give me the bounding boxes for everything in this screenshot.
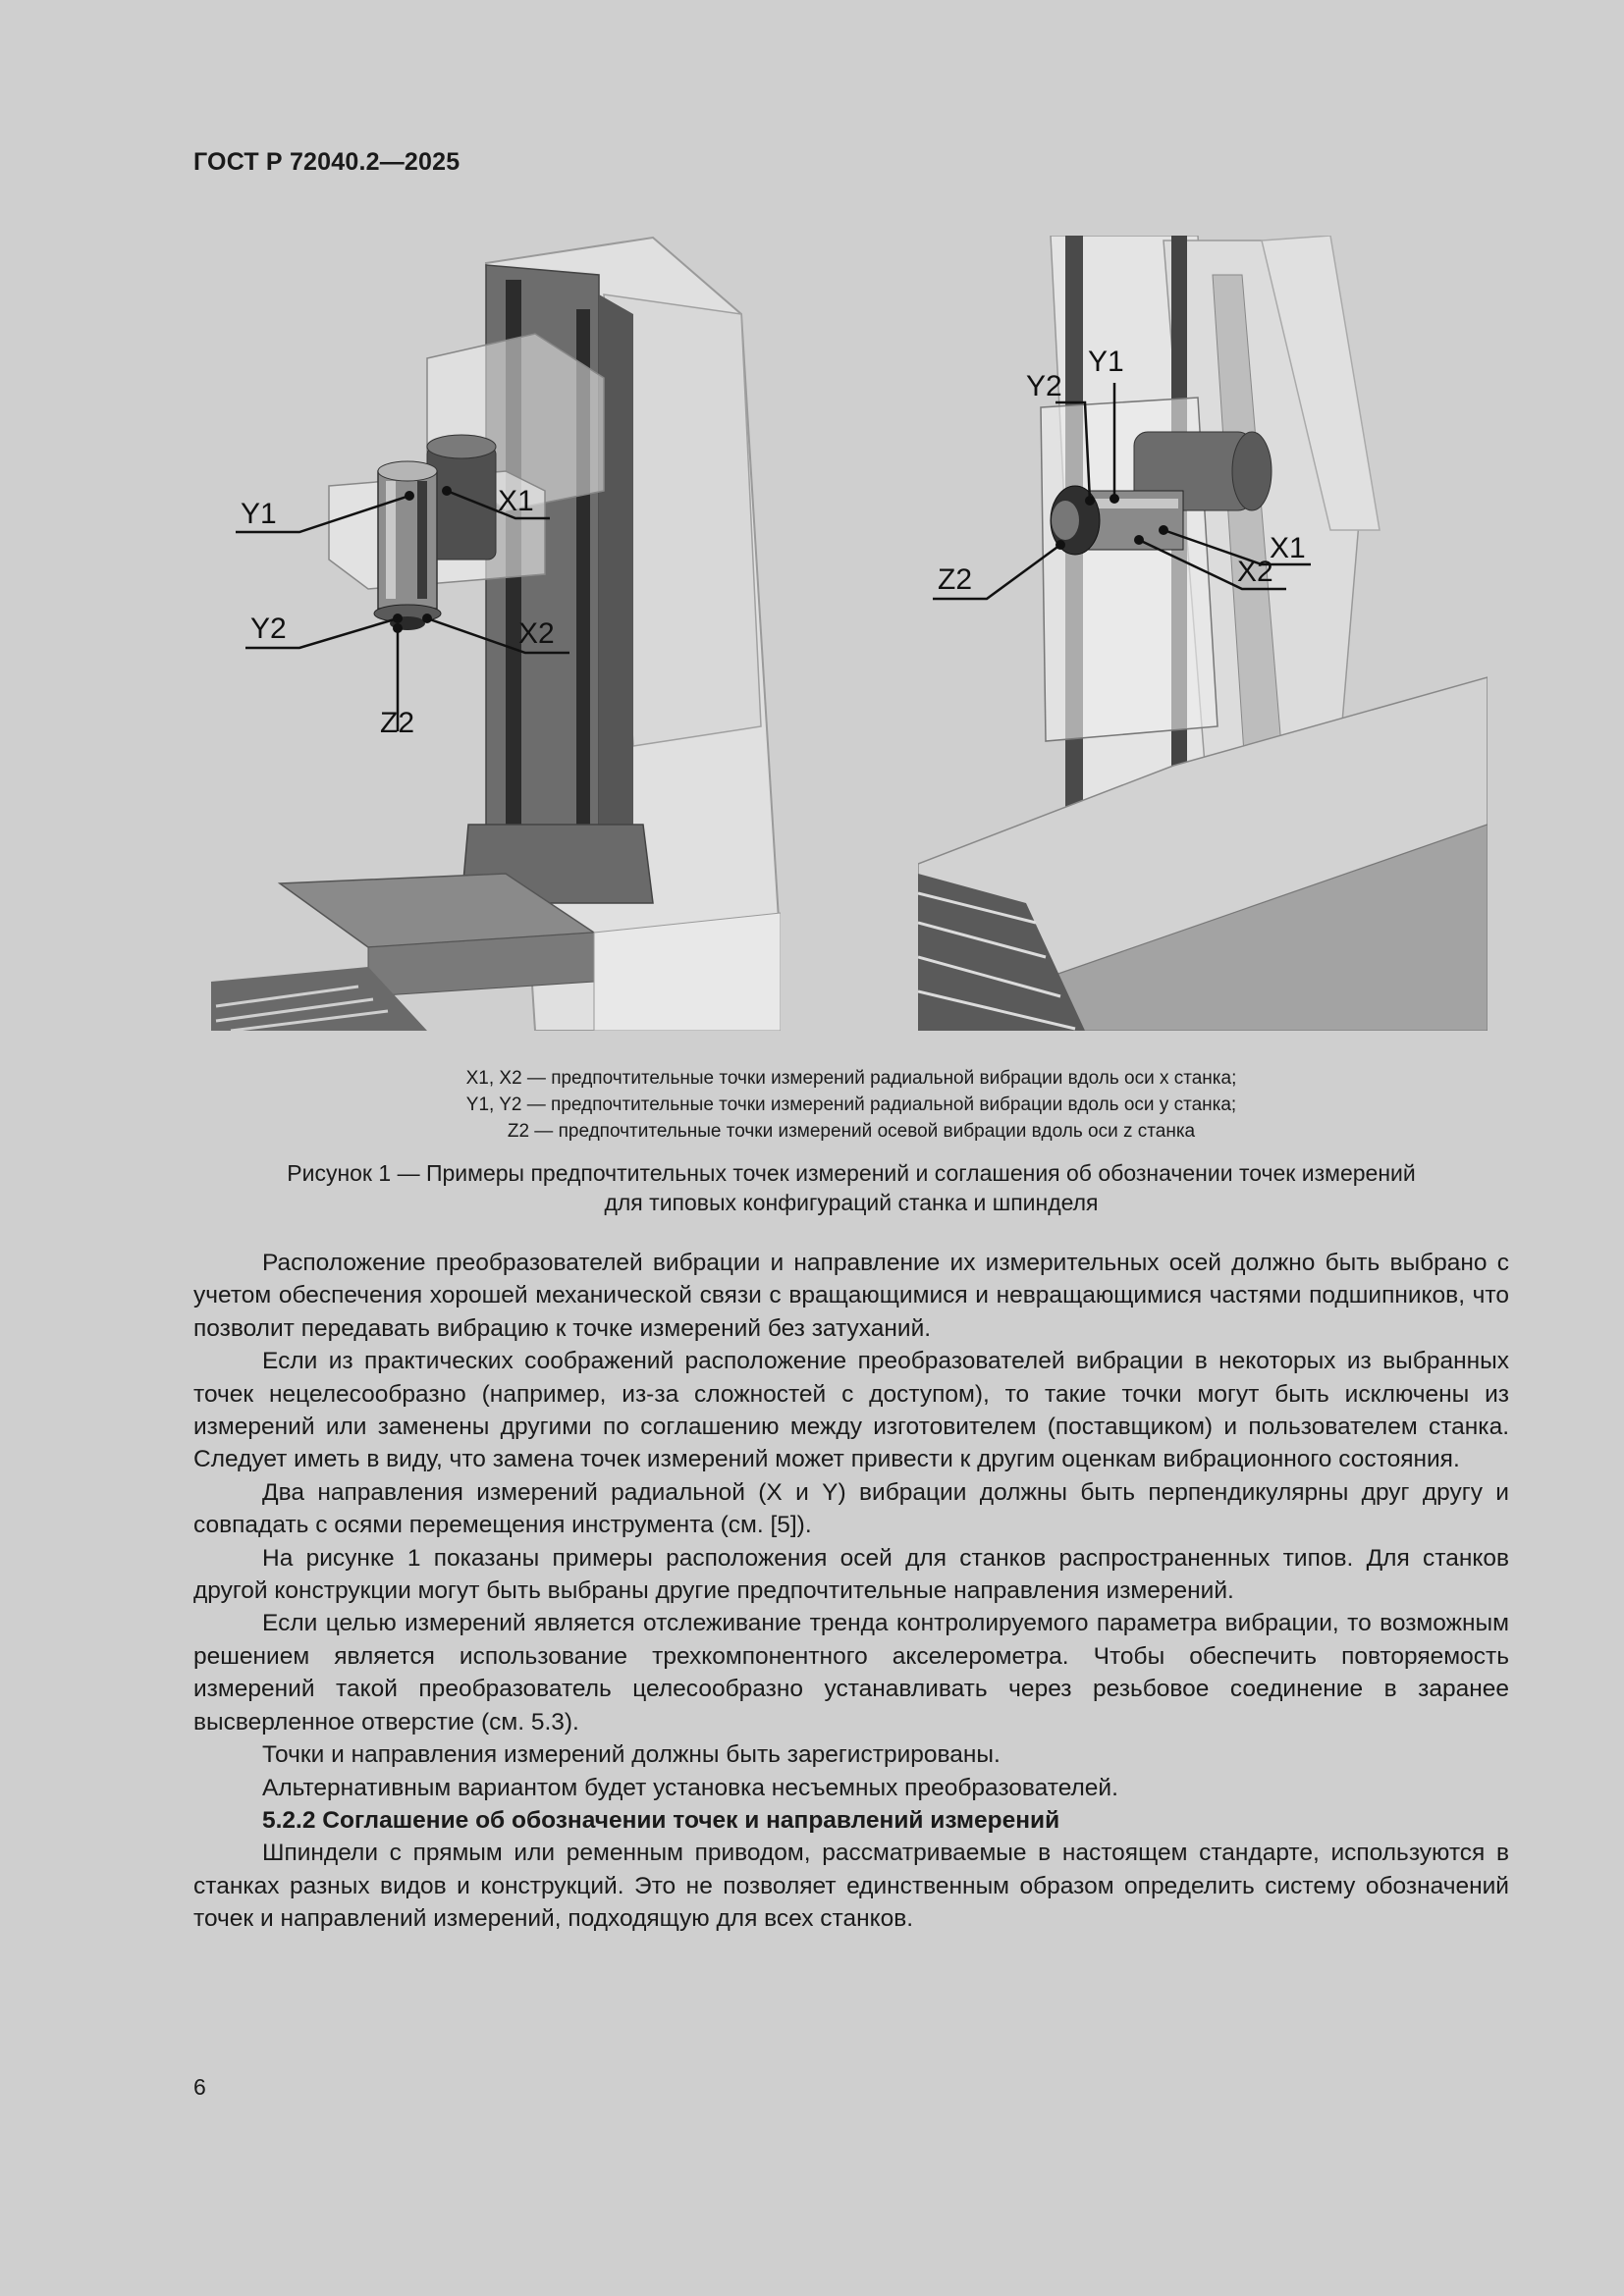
section-heading: 5.2.2 Соглашение об обозначении точек и направлений измерений (262, 1806, 1060, 1834)
figure-legend (193, 1065, 1509, 1145)
document-code: ГОСТ Р 72040.2—2025 (193, 148, 460, 176)
callout-x2: X2 (518, 617, 555, 650)
legend-line-y: Y1, Y2 — предпочтительные точки измерений радиальной вибрации вдоль оси y станка; (465, 1095, 1237, 1115)
machine-drawing-left (211, 236, 781, 1031)
paragraph: Точки и направления измерений должны быть зарегистрированы. (262, 1741, 1001, 1769)
paragraph: Если целью измерений является отслеживание тренда контролируемого параметра вибрации, то возможным решением является использование трехкомпонентного акселерометра. Чтобы обеспечить повторяемость измерений такой преобразователь целесообразно устанавливать через резьбовое соединение в заранее высверленное отверстие (см. 5.3). (193, 1610, 1509, 1735)
legend-line-z: Z2 — предпочтительные точки измерений осевой вибрации вдоль оси z станка (507, 1121, 1196, 1142)
callout-x1: X1 (1270, 532, 1306, 564)
callout-z2: Z2 (938, 563, 973, 596)
legend-line-x: X1, X2 — предпочтительные точки измерений радиальной вибрации вдоль оси x станка; (465, 1068, 1237, 1089)
machine-illustration-left (211, 236, 781, 1031)
caption-line-1: Рисунок 1 — Примеры предпочтительных точек измерений и соглашения об обозначении точек измерений (287, 1160, 1416, 1186)
paragraph: Шпиндели с прямым или ременным приводом, рассматриваемые в настоящем стандарте, используются в станках разных видов и конструкций. Это не позволяет единственным образом определить систему обозначений точек и направлений измерений, подходящую для всех станков. (193, 1840, 1509, 1933)
callout-y2: Y2 (250, 613, 287, 645)
callout-x1: X1 (498, 485, 534, 517)
callout-y1: Y1 (241, 498, 277, 530)
callout-x2: X2 (1237, 556, 1273, 588)
callout-y1: Y1 (1088, 346, 1124, 378)
callout-z2: Z2 (380, 707, 415, 739)
paragraph: На рисунке 1 показаны примеры расположения осей для станков распространенных типов. Для станков другой конструкции могут быть выбраны другие предпочтительные направления измерений. (193, 1544, 1509, 1605)
body-text (193, 1247, 1509, 1936)
figure-caption (193, 1158, 1509, 1217)
paragraph: Расположение преобразователей вибрации и направление их измерительных осей должно быть выбрано с учетом обеспечения хорошей механической связи с вращающимися и невращающимися частями подшипников, что позволит передавать вибрацию к точке измерений без затуханий. (193, 1250, 1509, 1342)
caption-line-2: для типовых конфигураций станка и шпинделя (604, 1190, 1099, 1215)
machine-illustration-right (918, 236, 1488, 1031)
figure-1 (211, 236, 1488, 1031)
paragraph: Если из практических соображений расположение преобразователей вибрации в некоторых из выбранных точек нецелесообразно (например, из-за сложностей с доступом), то такие точки могут быть исключены из измерений или заменены другими по соглашению между изготовителем (поставщиком) и пользователем станка. Следует иметь в виду, что замена точек измерений может привести к другим оценкам вибрационного состояния. (193, 1348, 1509, 1473)
paragraph: Альтернативным вариантом будет установка несъемных преобразователей. (262, 1774, 1118, 1801)
paragraph: Два направления измерений радиальной (X и Y) вибрации должны быть перпендикулярны друг другу и совпадать с осями перемещения инструмента (см. [5]). (193, 1478, 1509, 1539)
machine-drawing-right (918, 236, 1488, 1031)
callout-y2: Y2 (1026, 370, 1062, 402)
page-number: 6 (193, 2074, 206, 2100)
